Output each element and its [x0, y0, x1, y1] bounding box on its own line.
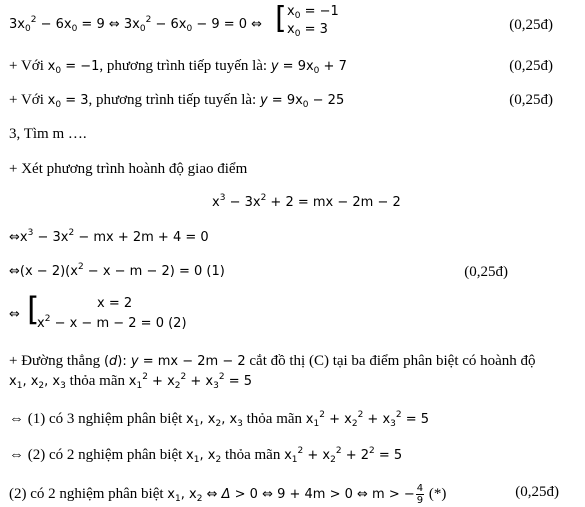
- line-d-statement: + Đường thẳng (d): y = mx − 2m − 2 cắt đồ thị (C) tại ba điểm phân biệt có hoành độ: [9, 353, 536, 369]
- score-mark: (0,25đ): [509, 17, 553, 33]
- intersection-intro: + Xét phương trình hoành độ giao điểm: [9, 161, 248, 177]
- roots-condition: $x_1$, $x_2$, $x_3$ thỏa mãn $x_1^2 + x_2^2 + x_3^2 = 5$: [9, 372, 253, 391]
- solution-x0-minus1: $x_0 = -1$: [287, 4, 339, 21]
- equiv-symbol: ⇔: [9, 307, 20, 322]
- intersection-equation: $x^3 - 3x^2 + 2$ = mx − 2m − 2: [212, 193, 401, 210]
- score-mark: (0,25đ): [515, 484, 559, 500]
- part-3-heading: 3, Tìm m ….: [9, 126, 87, 142]
- score-mark: (0,25đ): [464, 264, 508, 280]
- tangent-line-x0-minus1: + Với $x_0 = -1$, phương trình tiếp tuyến là: $y = 9x_0 + 7$: [9, 58, 347, 76]
- system-bracket: [: [275, 1, 287, 36]
- condition-eq1: ⇔ (1) có 3 nghiệm phân biệt $x_1$, $x_2$, $x_3$ thỏa mãn $x_1^2 + x_2^2 + x_3^2 = 5$: [9, 410, 430, 429]
- score-mark: (0,25đ): [509, 58, 553, 74]
- tangent-line-x0-3: + Với $x_0 = 3$, phương trình tiếp tuyến là: $y = 9x_0 - 25$: [9, 92, 345, 110]
- quadratic-equation-2: $x^2 - x - m - 2 = 0$ (2): [37, 314, 187, 331]
- root-x-equals-2: x = 2: [97, 296, 133, 311]
- score-mark: (0,25đ): [509, 92, 553, 108]
- equation-factored: ⇔(x − $2)(x^2 - x - m - 2) = 0$ (1): [9, 262, 225, 279]
- discriminant-condition: (2) có 2 nghiệm phân biệt $x_1$, $x_2$ ⇔ Δ > 0 ⇔ 9 + 4m > 0 ⇔ m > − $\frac{4}{9}$ (*): [9, 483, 447, 506]
- condition-eq2: ⇔ (2) có 2 nghiệm phân biệt $x_1$, $x_2$ thỏa mãn $x_1^2 + x_2^2 + 2^2 = 5$: [9, 446, 403, 465]
- equation-quadratic-x0: $3x_0^2 - 6x_0 = 9$ ⇔ $3x_0^2 - 6x_0 - 9 = 0$ ⇔: [9, 15, 263, 34]
- solution-x0-3: $x_0 = 3$: [287, 22, 328, 39]
- equation-rearranged: $\Leftrightarrow x^3 - 3x^2$ − mx + 2m + 4 = 0: [9, 228, 209, 245]
- system-bracket: [: [27, 290, 40, 328]
